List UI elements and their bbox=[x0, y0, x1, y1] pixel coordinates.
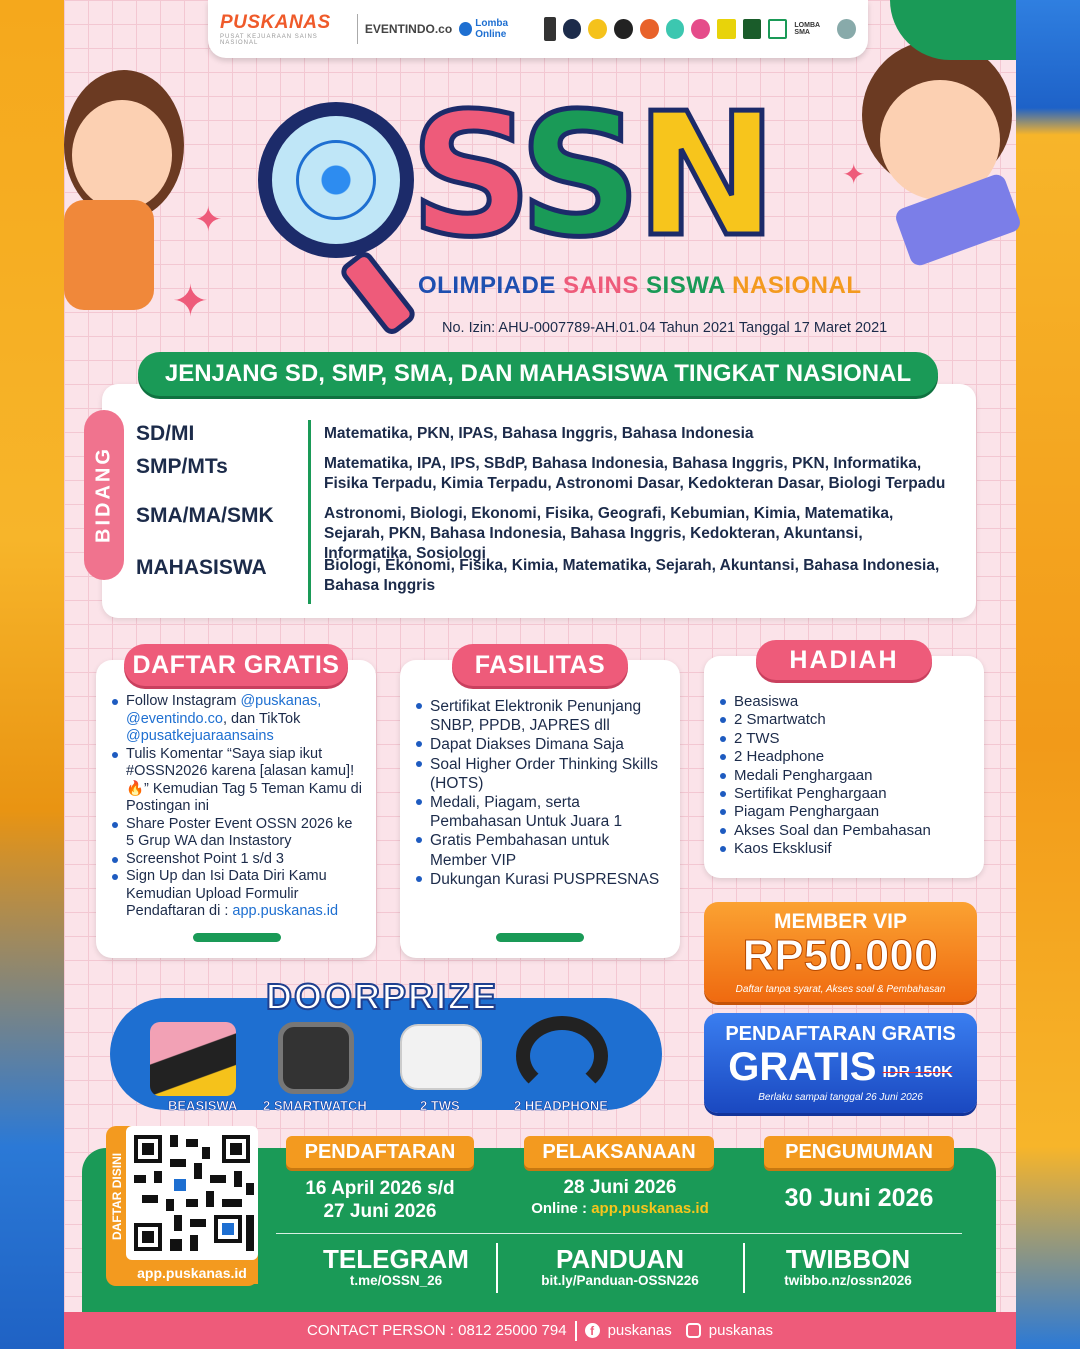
register-title: DAFTAR GRATIS bbox=[124, 644, 348, 686]
announcement-date: 30 Juni 2026 bbox=[784, 1184, 934, 1212]
tws-icon bbox=[400, 1024, 482, 1090]
registration-dates: 16 April 2026 s/d 27 Juni 2026 bbox=[305, 1178, 455, 1222]
list-item: Soal Higher Order Thinking Skills (HOTS) bbox=[416, 755, 666, 793]
execution-title: PELAKSANAAN bbox=[524, 1136, 714, 1168]
divider bbox=[496, 1243, 498, 1293]
announcement-title: PENGUMUMAN bbox=[764, 1136, 954, 1168]
divider bbox=[743, 1243, 745, 1293]
prize-label: 2 TWS bbox=[420, 1098, 460, 1113]
prizes-list bbox=[720, 693, 970, 859]
boy-face-left bbox=[72, 100, 172, 210]
puskanas-logo: PUSKANAS PUSAT KEJUARAAN SAINS NASIONAL bbox=[220, 12, 331, 46]
vip-note: Daftar tanpa syarat, Akses soal & Pembahasan bbox=[735, 984, 946, 995]
free-big: GRATIS bbox=[728, 1045, 877, 1089]
list-item: Dukungan Kurasi PUSPRESNAS bbox=[416, 870, 666, 889]
facilities-list bbox=[416, 697, 666, 889]
register-steps bbox=[112, 693, 362, 921]
list-item: 2 TWS bbox=[720, 730, 970, 748]
vip-price: RP50.000 bbox=[742, 931, 939, 980]
subjects-smp: Matematika, IPA, IPS, SBdP, Bahasa Indonesia, Bahasa Inggris, PKN, Informatika, Fisika Terpadu, Kimia Terpadu, Astronomi Dasar, Kedokteran Dasar, Biologi Terpadu bbox=[324, 455, 946, 492]
lomba-online-logo: Lomba Online bbox=[459, 18, 537, 40]
registration-title: PENDAFTARAN bbox=[286, 1136, 474, 1168]
prize-label: 2 HEADPHONE bbox=[514, 1098, 608, 1113]
left-frame bbox=[0, 0, 64, 1349]
list-item: Medali, Piagam, serta Pembahasan Untuk Juara 1 bbox=[416, 793, 666, 831]
facilities-title: FASILITAS bbox=[452, 644, 628, 686]
list-item: Gratis Pembahasan untuk Member VIP bbox=[416, 831, 666, 869]
doorprize-title: DOORPRIZE bbox=[266, 976, 499, 1017]
list-item: Follow Instagram @puskanas, @eventindo.co, dan TikTok @pusatkejuaraansains bbox=[112, 693, 362, 746]
guide-link[interactable]: bit.ly/Panduan-OSSN226 bbox=[541, 1273, 699, 1288]
vip-member-box[interactable] bbox=[704, 902, 977, 1002]
telegram-link[interactable]: t.me/OSSN_26 bbox=[349, 1273, 443, 1288]
facebook-icon: f bbox=[585, 1323, 600, 1338]
smartwatch-icon bbox=[278, 1022, 354, 1094]
telegram-title: TELEGRAM bbox=[323, 1244, 469, 1274]
subjects-sma: Astronomi, Biologi, Ekonomi, Fisika, Geografi, Kebumian, Kimia, Matematika, Sejarah, PKN, Bahasa Indonesia, Bahasa Inggris, Kedokteran, Akuntansi, Informatika, Sosiologi bbox=[324, 505, 894, 562]
right-frame bbox=[1016, 0, 1080, 1349]
tiktok-link[interactable]: @pusatkejuaraansains bbox=[126, 728, 274, 744]
facebook-handle[interactable]: puskanas bbox=[607, 1322, 672, 1339]
twibbon-title: TWIBBON bbox=[785, 1244, 911, 1274]
guide-title: PANDUAN bbox=[555, 1244, 685, 1274]
list-item: Kaos Eksklusif bbox=[720, 840, 970, 858]
register-link[interactable]: app.puskanas.id bbox=[232, 903, 339, 919]
list-item: Tulis Komentar “Saya siap ikut #OSSN2026 karena [alasan kamu]! 🔥” Kemudian Tag 5 Teman Kamu di Postingan ini bbox=[112, 746, 362, 816]
list-item: Medali Penghargaan bbox=[720, 767, 970, 785]
contact-bar bbox=[64, 1312, 1016, 1349]
list-item: 2 Headphone bbox=[720, 748, 970, 766]
free-note: Berlaku sampai tanggal 26 Juni 2026 bbox=[758, 1092, 923, 1103]
list-item: Beasiswa bbox=[720, 693, 970, 711]
register-here-label: DAFTAR DISINI bbox=[110, 1152, 124, 1240]
free-registration-box[interactable] bbox=[704, 1013, 977, 1113]
sparkle-icon: ✦ bbox=[842, 159, 866, 190]
old-price: IDR 150K bbox=[882, 1064, 953, 1081]
qr-code[interactable] bbox=[126, 1126, 258, 1260]
boy-body-left bbox=[64, 200, 154, 310]
instagram-icon bbox=[686, 1323, 701, 1338]
level-mahasiswa: MAHASISWA bbox=[136, 556, 267, 579]
list-item: Piagam Penghargaan bbox=[720, 803, 970, 821]
vip-label: MEMBER VIP bbox=[773, 910, 907, 933]
decor-bar bbox=[193, 933, 281, 942]
partner-logo-bar bbox=[208, 0, 868, 58]
partner-logo bbox=[666, 19, 685, 39]
levels-banner: JENJANG SD, SMP, SMA, DAN MAHASISWA TINGKAT NASIONAL bbox=[138, 352, 938, 396]
partner-logo bbox=[768, 19, 787, 39]
partner-logo bbox=[640, 19, 659, 39]
level-sma: SMA/MA/SMK bbox=[136, 504, 274, 527]
ossn-logo: SSN bbox=[410, 77, 772, 275]
level-smp: SMP/MTs bbox=[136, 455, 228, 478]
permit-number: No. Izin: AHU-0007789-AH.01.04 Tahun 2021 Tanggal 17 Maret 2021 bbox=[442, 320, 888, 336]
event-subtitle: OLIMPIADE SAINS SISWA NASIONAL bbox=[418, 272, 862, 299]
partner-logo bbox=[717, 19, 736, 39]
partner-logo bbox=[691, 19, 710, 39]
instagram-link[interactable]: @puskanas, @eventindo.co bbox=[126, 693, 322, 727]
qr-code-icon bbox=[126, 1126, 258, 1260]
contact-person[interactable]: CONTACT PERSON : 0812 25000 794 bbox=[306, 1322, 567, 1339]
headphone-icon bbox=[516, 1016, 608, 1096]
divider bbox=[575, 1321, 577, 1341]
list-item: Akses Soal dan Pembahasan bbox=[720, 822, 970, 840]
instagram-handle[interactable]: puskanas bbox=[708, 1322, 773, 1339]
free-label: PENDAFTARAN GRATIS bbox=[725, 1023, 956, 1045]
execution-date: 28 Juni 2026 Online : app.puskanas.id bbox=[531, 1177, 709, 1217]
list-item: 2 Smartwatch bbox=[720, 711, 970, 729]
sparkle-icon: ✦ bbox=[194, 201, 223, 239]
partner-logo bbox=[743, 19, 762, 39]
twibbon-link[interactable]: twibbo.nz/ossn2026 bbox=[784, 1273, 912, 1288]
partner-logo bbox=[614, 19, 633, 39]
decor-bar bbox=[496, 933, 584, 942]
lomba-sma-logo: LOMBA SMA bbox=[794, 19, 856, 39]
free-price bbox=[704, 1046, 977, 1088]
prize-label: BEASISWA bbox=[168, 1098, 238, 1113]
list-item: Dapat Diakses Dimana Saja bbox=[416, 735, 666, 754]
scholarship-icon bbox=[150, 1022, 236, 1096]
prizes-title: HADIAH bbox=[756, 640, 932, 680]
list-item: Sertifikat Penghargaan bbox=[720, 785, 970, 803]
list-item: Screenshot Point 1 s/d 3 bbox=[112, 851, 362, 869]
eventindo-logo: EVENTINDO.co bbox=[364, 22, 453, 36]
exam-link[interactable]: app.puskanas.id bbox=[591, 1200, 709, 1217]
divider bbox=[308, 420, 311, 604]
divider bbox=[357, 14, 358, 44]
bidang-tab: BIDANG bbox=[84, 410, 124, 580]
list-item: Share Poster Event OSSN 2026 ke 5 Grup WA dan Instastory bbox=[112, 816, 362, 851]
subjects-mahasiswa: Biologi, Ekonomi, Fisika, Kimia, Matematika, Sejarah, Akuntansi, Bahasa Indonesia, Bahasa Inggris bbox=[324, 557, 940, 594]
list-item: Sign Up dan Isi Data Diri Kamu Kemudian Upload Formulir Pendaftaran di : app.puskanas.id bbox=[112, 868, 362, 921]
partner-logo bbox=[588, 19, 607, 39]
list-item: Sertifikat Elektronik Penunjang SNBP, PPDB, JAPRES dll bbox=[416, 697, 666, 735]
partner-logo bbox=[544, 17, 555, 41]
level-sd: SD/MI bbox=[136, 422, 195, 445]
subjects-sd: Matematika, PKN, IPAS, Bahasa Inggris, Bahasa Indonesia bbox=[324, 425, 754, 442]
register-url[interactable]: app.puskanas.id bbox=[126, 1262, 258, 1284]
partner-logo bbox=[563, 19, 582, 39]
atom-icon bbox=[296, 140, 376, 220]
prize-label: 2 SMARTWATCH bbox=[263, 1098, 367, 1113]
sparkle-icon: ✦ bbox=[172, 277, 209, 326]
divider bbox=[276, 1233, 962, 1234]
